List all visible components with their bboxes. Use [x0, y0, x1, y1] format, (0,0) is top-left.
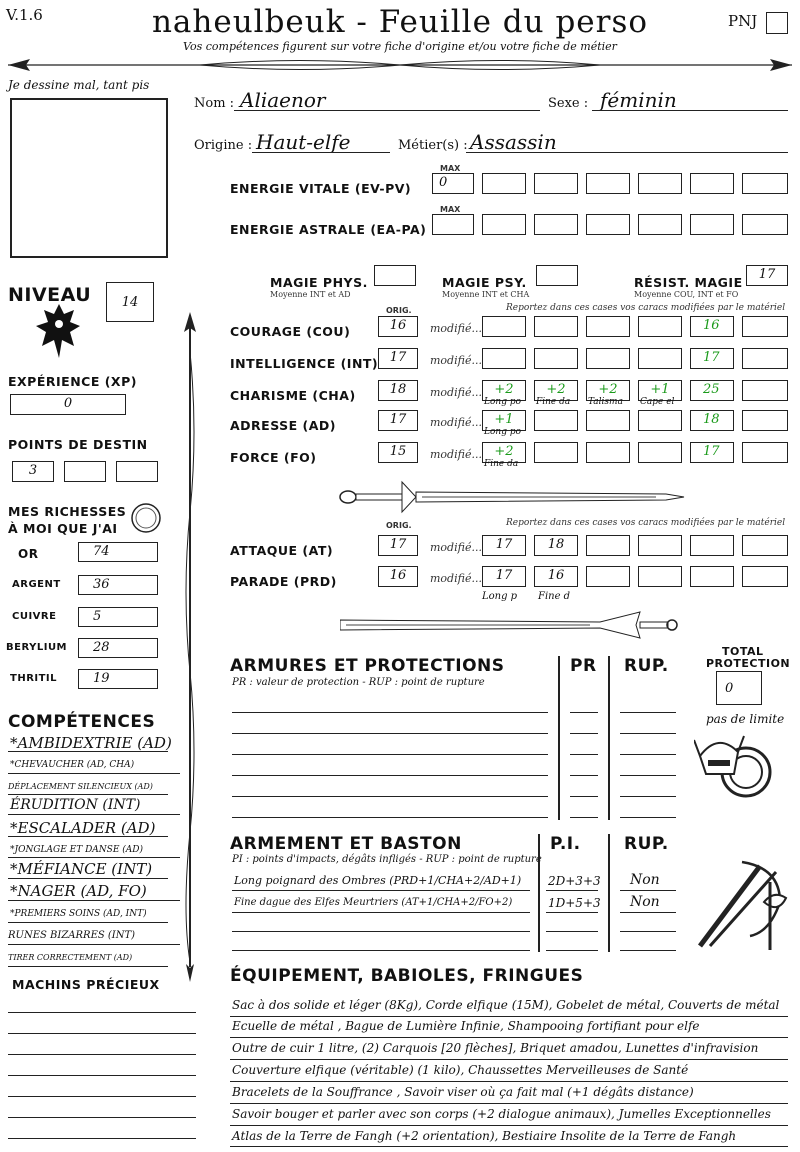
resist-magie-value: 17 — [758, 267, 776, 282]
ea-label: ENERGIE ASTRALE (EA-PA) — [230, 222, 427, 237]
carac-modifie-label: modifié... — [430, 416, 482, 429]
sword-icon — [340, 608, 680, 642]
combat-cell-value: 18 — [547, 537, 565, 552]
richesses-label-2: À MOI QUE J'AI — [8, 521, 118, 536]
carac-cell-sub: Long po — [484, 427, 521, 437]
total-label-1: TOTAL — [722, 645, 764, 658]
carac-orig-box[interactable] — [378, 442, 418, 463]
ev-cell[interactable] — [690, 173, 734, 194]
equipment-line: Sac à dos solide et léger (8Kg), Corde elfique (15M), Gobelet de métal, Couverts de métal — [232, 998, 780, 1012]
combat-cell[interactable] — [638, 566, 682, 587]
cuivre-value: 5 — [93, 609, 102, 624]
carac-cell-value: 25 — [703, 382, 720, 397]
total-protection-value: 0 — [725, 681, 734, 696]
carac-cell[interactable] — [638, 442, 682, 463]
combat-orig-value: 17 — [389, 537, 407, 552]
niveau-label: NIVEAU — [8, 284, 92, 306]
combat-sub: Long p — [482, 591, 518, 602]
combat-orig-box[interactable] — [378, 566, 418, 587]
carac-label: INTELLIGENCE (INT) — [230, 356, 379, 371]
carac-cell[interactable] — [586, 316, 630, 337]
thritil-value: 19 — [93, 671, 110, 686]
resist-magie-box[interactable] — [746, 265, 788, 286]
carac-cell-value: 17 — [703, 350, 720, 365]
combat-cell-value: 17 — [495, 537, 513, 552]
carac-cell-value: +2 — [546, 382, 566, 397]
machins-label: MACHINS PRÉCIEUX — [12, 977, 160, 992]
ev-max-box[interactable] — [432, 173, 474, 194]
armures-pr-label: PR — [570, 656, 597, 676]
carac-cell[interactable] — [690, 380, 734, 401]
skill-item: ÉRUDITION (INT) — [10, 797, 141, 813]
destin-box[interactable] — [64, 461, 106, 482]
carac-cell[interactable] — [534, 348, 578, 369]
carac-label: COURAGE (COU) — [230, 324, 351, 339]
weapon-pi: 2D+3+3 — [548, 874, 601, 888]
combat-label: ATTAQUE (AT) — [230, 543, 334, 558]
skill-item: *AMBIDEXTRIE (AD) — [10, 734, 172, 752]
carac-modifie-label: modifié... — [430, 322, 482, 335]
version-label: V.1.6 — [6, 6, 43, 24]
carac-cell-value: 16 — [703, 318, 720, 333]
combat-cell[interactable] — [742, 535, 788, 556]
carac-cell[interactable] — [742, 410, 788, 431]
carac-cell[interactable] — [534, 410, 578, 431]
carac-cell[interactable] — [586, 442, 630, 463]
carac-cell-value: +2 — [494, 382, 514, 397]
carac-cell[interactable] — [534, 442, 578, 463]
carac-note: Reportez dans ces cases vos caracs modifiées par le matériel — [506, 303, 786, 313]
carac-cell-sub: Cape el — [640, 397, 675, 407]
or-label: OR — [18, 547, 39, 561]
competences-label: COMPÉTENCES — [8, 712, 156, 732]
helmet-shield-icon — [694, 726, 774, 806]
armement-title: ARMEMENT ET BASTON — [230, 834, 462, 854]
magie-phys-label: MAGIE PHYS. — [270, 275, 368, 290]
destin-box[interactable] — [116, 461, 158, 482]
skill-item: RUNES BIZARRES (INT) — [8, 930, 136, 941]
combat-cell[interactable] — [742, 566, 788, 587]
weapon-rup: Non — [630, 872, 660, 888]
ea-cell[interactable] — [638, 214, 682, 235]
combat-cell[interactable] — [586, 566, 630, 587]
carac-cell[interactable] — [638, 348, 682, 369]
argent-value: 36 — [93, 577, 110, 592]
carac-cell-value: +1 — [494, 412, 514, 427]
equipment-line: Bracelets de la Souffrance , Savoir viser où ça fait mal (+1 dégâts distance) — [232, 1085, 694, 1099]
crossed-weapons-icon — [690, 852, 790, 956]
combat-cell[interactable] — [690, 535, 734, 556]
magie-phys-sub: Moyenne INT et AD — [270, 290, 351, 299]
ev-cell[interactable] — [534, 173, 578, 194]
skill-item: *NAGER (AD, FO) — [10, 882, 147, 900]
cuivre-box[interactable] — [78, 607, 158, 627]
skill-item: *ESCALADER (AD) — [10, 819, 156, 837]
armement-sub: PI : points d'impacts, dégâts infligés - RUP : point de rupture — [232, 854, 542, 865]
destin-label: POINTS DE DESTIN — [8, 437, 148, 452]
ea-cell[interactable] — [586, 214, 630, 235]
dragon-icon — [34, 300, 84, 362]
experience-box[interactable] — [10, 394, 126, 415]
weapon-name: Fine dague des Elfes Meurtriers (AT+1/CHA+2/FO+2) — [234, 897, 513, 908]
nom-value[interactable]: Aliaenor — [240, 88, 326, 112]
carac-cell[interactable] — [638, 410, 682, 431]
equipment-line: Couverture elfique (véritable) (1 kilo), Chaussettes Merveilleuses de Santé — [232, 1063, 689, 1077]
carac-cell-value: 18 — [703, 412, 720, 427]
ea-cell[interactable] — [482, 214, 526, 235]
equipment-line: Atlas de la Terre de Fangh (+2 orientation), Bestiaire Insolite de la Terre de Fangh — [232, 1129, 737, 1143]
argent-label: ARGENT — [12, 579, 61, 590]
combat-cell[interactable] — [482, 566, 526, 587]
magie-phys-box[interactable] — [374, 265, 416, 286]
skill-item: DÉPLACEMENT SILENCIEUX (AD) — [8, 782, 153, 791]
sword-icon — [336, 480, 686, 514]
berylium-value: 28 — [93, 640, 110, 655]
combat-note: Reportez dans ces cases vos caracs modifiées par le matériel — [506, 518, 786, 528]
ev-max-value: 0 — [439, 175, 448, 190]
carac-orig-value: 17 — [389, 350, 407, 365]
magie-psy-sub: Moyenne INT et CHA — [442, 290, 530, 299]
armures-title: ARMURES ET PROTECTIONS — [230, 656, 505, 676]
resist-magie-sub: Moyenne COU, INT et FO — [634, 290, 739, 299]
combat-orig-box[interactable] — [378, 535, 418, 556]
experience-value: 0 — [63, 396, 73, 411]
combat-orig-value: 16 — [389, 568, 407, 583]
total-protection-box[interactable] — [716, 671, 762, 705]
carac-cell[interactable] — [690, 348, 734, 369]
origine-value[interactable]: Haut-elfe — [256, 130, 351, 154]
carac-modifie-label: modifié... — [430, 354, 482, 367]
sexe-value[interactable]: féminin — [600, 88, 677, 112]
argent-box[interactable] — [78, 575, 158, 595]
combat-cell[interactable] — [534, 535, 578, 556]
carac-label: FORCE (FO) — [230, 450, 317, 465]
carac-cell[interactable] — [586, 348, 630, 369]
nom-label: Nom : — [194, 96, 235, 111]
niveau-box[interactable] — [106, 282, 154, 322]
carac-cell-value: +2 — [598, 382, 618, 397]
carac-cell[interactable] — [690, 442, 734, 463]
carac-cell[interactable] — [482, 316, 526, 337]
berylium-box[interactable] — [78, 638, 158, 658]
or-value: 74 — [93, 544, 110, 559]
armures-sub: PR : valeur de protection - RUP : point de rupture — [232, 677, 485, 688]
ev-cell[interactable] — [586, 173, 630, 194]
carac-modifie-label: modifié... — [430, 386, 482, 399]
metier-value[interactable]: Assassin — [470, 130, 557, 154]
carac-cell-value: +1 — [650, 382, 670, 397]
combat-modifie-label: modifié... — [430, 541, 482, 554]
carac-cell[interactable] — [534, 316, 578, 337]
carac-cell-value: 17 — [703, 444, 720, 459]
combat-cell[interactable] — [638, 535, 682, 556]
carac-orig-box[interactable] — [378, 316, 418, 337]
carac-cell-sub: Fine da — [484, 459, 519, 469]
combat-cell[interactable] — [534, 566, 578, 587]
carac-cell-sub: Talisma — [588, 397, 623, 407]
carac-cell[interactable] — [482, 348, 526, 369]
weapon-name: Long poignard des Ombres (PRD+1/CHA+2/AD+1) — [234, 874, 522, 887]
skill-item: *CHEVAUCHER (AD, CHA) — [10, 760, 135, 770]
carac-label: CHARISME (CHA) — [230, 388, 356, 403]
equipment-line: Outre de cuir 1 litre, (2) Carquois [20 flèches], Briquet amadou, Lunettes d'infravision — [232, 1041, 759, 1055]
armures-rup-label: RUP. — [624, 656, 669, 676]
carac-cell[interactable] — [742, 316, 788, 337]
cuivre-label: CUIVRE — [12, 611, 57, 622]
armement-rup-label: RUP. — [624, 834, 669, 854]
skill-item: *JONGLAGE ET DANSE (AD) — [10, 845, 144, 855]
origine-label: Origine : — [194, 138, 253, 153]
carac-cell-sub: Fine da — [536, 397, 571, 407]
skill-item: TIRER CORRECTEMENT (AD) — [8, 953, 133, 962]
no-limit-label: pas de limite — [706, 712, 785, 726]
equipment-line: Savoir bouger et parler avec son corps (+2 dialogue animaux), Jumelles Exceptionnelles — [232, 1107, 771, 1121]
ev-cell[interactable] — [742, 173, 788, 194]
combat-modifie-label: modifié... — [430, 572, 482, 585]
equipement-title: ÉQUIPEMENT, BABIOLES, FRINGUES — [230, 966, 584, 986]
ev-cell[interactable] — [638, 173, 682, 194]
sheet-title: naheulbeuk - Feuille du perso — [151, 4, 649, 40]
niveau-value: 14 — [121, 295, 139, 310]
carac-label: ADRESSE (AD) — [230, 418, 337, 433]
carac-modifie-label: modifié... — [430, 448, 482, 461]
carac-cell-sub: Long po — [484, 397, 521, 407]
pnj-checkbox[interactable] — [766, 12, 788, 34]
weapon-pi: 1D+5+3 — [548, 896, 601, 910]
experience-label: EXPÉRIENCE (XP) — [8, 374, 137, 389]
portrait-box[interactable] — [10, 98, 168, 258]
magie-psy-box[interactable] — [536, 265, 578, 286]
total-label-2: PROTECTION — [706, 657, 791, 670]
ea-cell[interactable] — [534, 214, 578, 235]
weapon-rup: Non — [630, 894, 660, 910]
carac-cell[interactable] — [742, 442, 788, 463]
header-spear-divider — [0, 54, 800, 76]
carac-orig-label: ORIG. — [386, 306, 412, 315]
spear-icon — [178, 312, 202, 982]
combat-cell-value: 17 — [495, 568, 513, 583]
destin-box[interactable] — [12, 461, 54, 482]
combat-label: PARADE (PRD) — [230, 574, 337, 589]
ea-cell[interactable] — [690, 214, 734, 235]
carac-cell-value: +2 — [494, 444, 514, 459]
combat-cell[interactable] — [586, 535, 630, 556]
combat-cell[interactable] — [482, 535, 526, 556]
carac-orig-box[interactable] — [378, 348, 418, 369]
sheet-subtitle: Vos compétences figurent sur votre fiche d'origine et/ou votre fiche de métier — [183, 40, 617, 53]
destin-value: 3 — [28, 463, 38, 478]
sexe-label: Sexe : — [548, 96, 589, 111]
ev-cell[interactable] — [482, 173, 526, 194]
carac-cell[interactable] — [742, 348, 788, 369]
ea-max-label: MAX — [440, 205, 461, 214]
ea-max-box[interactable] — [432, 214, 474, 235]
carac-orig-box[interactable] — [378, 380, 418, 401]
combat-sub: Fine d — [538, 591, 571, 602]
combat-cell-value: 16 — [547, 568, 565, 583]
magie-psy-label: MAGIE PSY. — [442, 275, 527, 290]
skill-item: *PREMIERS SOINS (AD, INT) — [10, 909, 147, 919]
metier-label: Métier(s) : — [398, 138, 468, 153]
berylium-label: BERYLIUM — [6, 642, 68, 653]
portrait-caption: Je dessine mal, tant pis — [8, 78, 150, 92]
ea-cell[interactable] — [742, 214, 788, 235]
carac-cell[interactable] — [690, 410, 734, 431]
carac-cell[interactable] — [586, 410, 630, 431]
ev-label: ENERGIE VITALE (EV-PV) — [230, 181, 412, 196]
skill-item: *MÉFIANCE (INT) — [10, 860, 153, 878]
carac-orig-value: 15 — [389, 444, 407, 459]
carac-cell[interactable] — [638, 316, 682, 337]
carac-cell[interactable] — [690, 316, 734, 337]
or-box[interactable] — [78, 542, 158, 562]
combat-orig-label: ORIG. — [386, 521, 412, 530]
armement-pi-label: P.I. — [550, 834, 581, 854]
combat-cell[interactable] — [690, 566, 734, 587]
carac-orig-box[interactable] — [378, 410, 418, 431]
resist-magie-label: RÉSIST. MAGIE — [634, 275, 743, 290]
carac-orig-value: 17 — [389, 412, 407, 427]
ev-max-label: MAX — [440, 164, 461, 173]
carac-orig-value: 18 — [389, 382, 407, 397]
equipment-line: Ecuelle de métal , Bague de Lumière Infinie, Shampooing fortifiant pour elfe — [232, 1019, 700, 1033]
pnj-label: PNJ — [728, 12, 758, 30]
thritil-label: THRITIL — [10, 673, 58, 684]
richesses-label-1: MES RICHESSES — [8, 504, 127, 519]
thritil-box[interactable] — [78, 669, 158, 689]
carac-cell[interactable] — [742, 380, 788, 401]
coin-icon — [130, 502, 162, 534]
carac-orig-value: 16 — [389, 318, 407, 333]
